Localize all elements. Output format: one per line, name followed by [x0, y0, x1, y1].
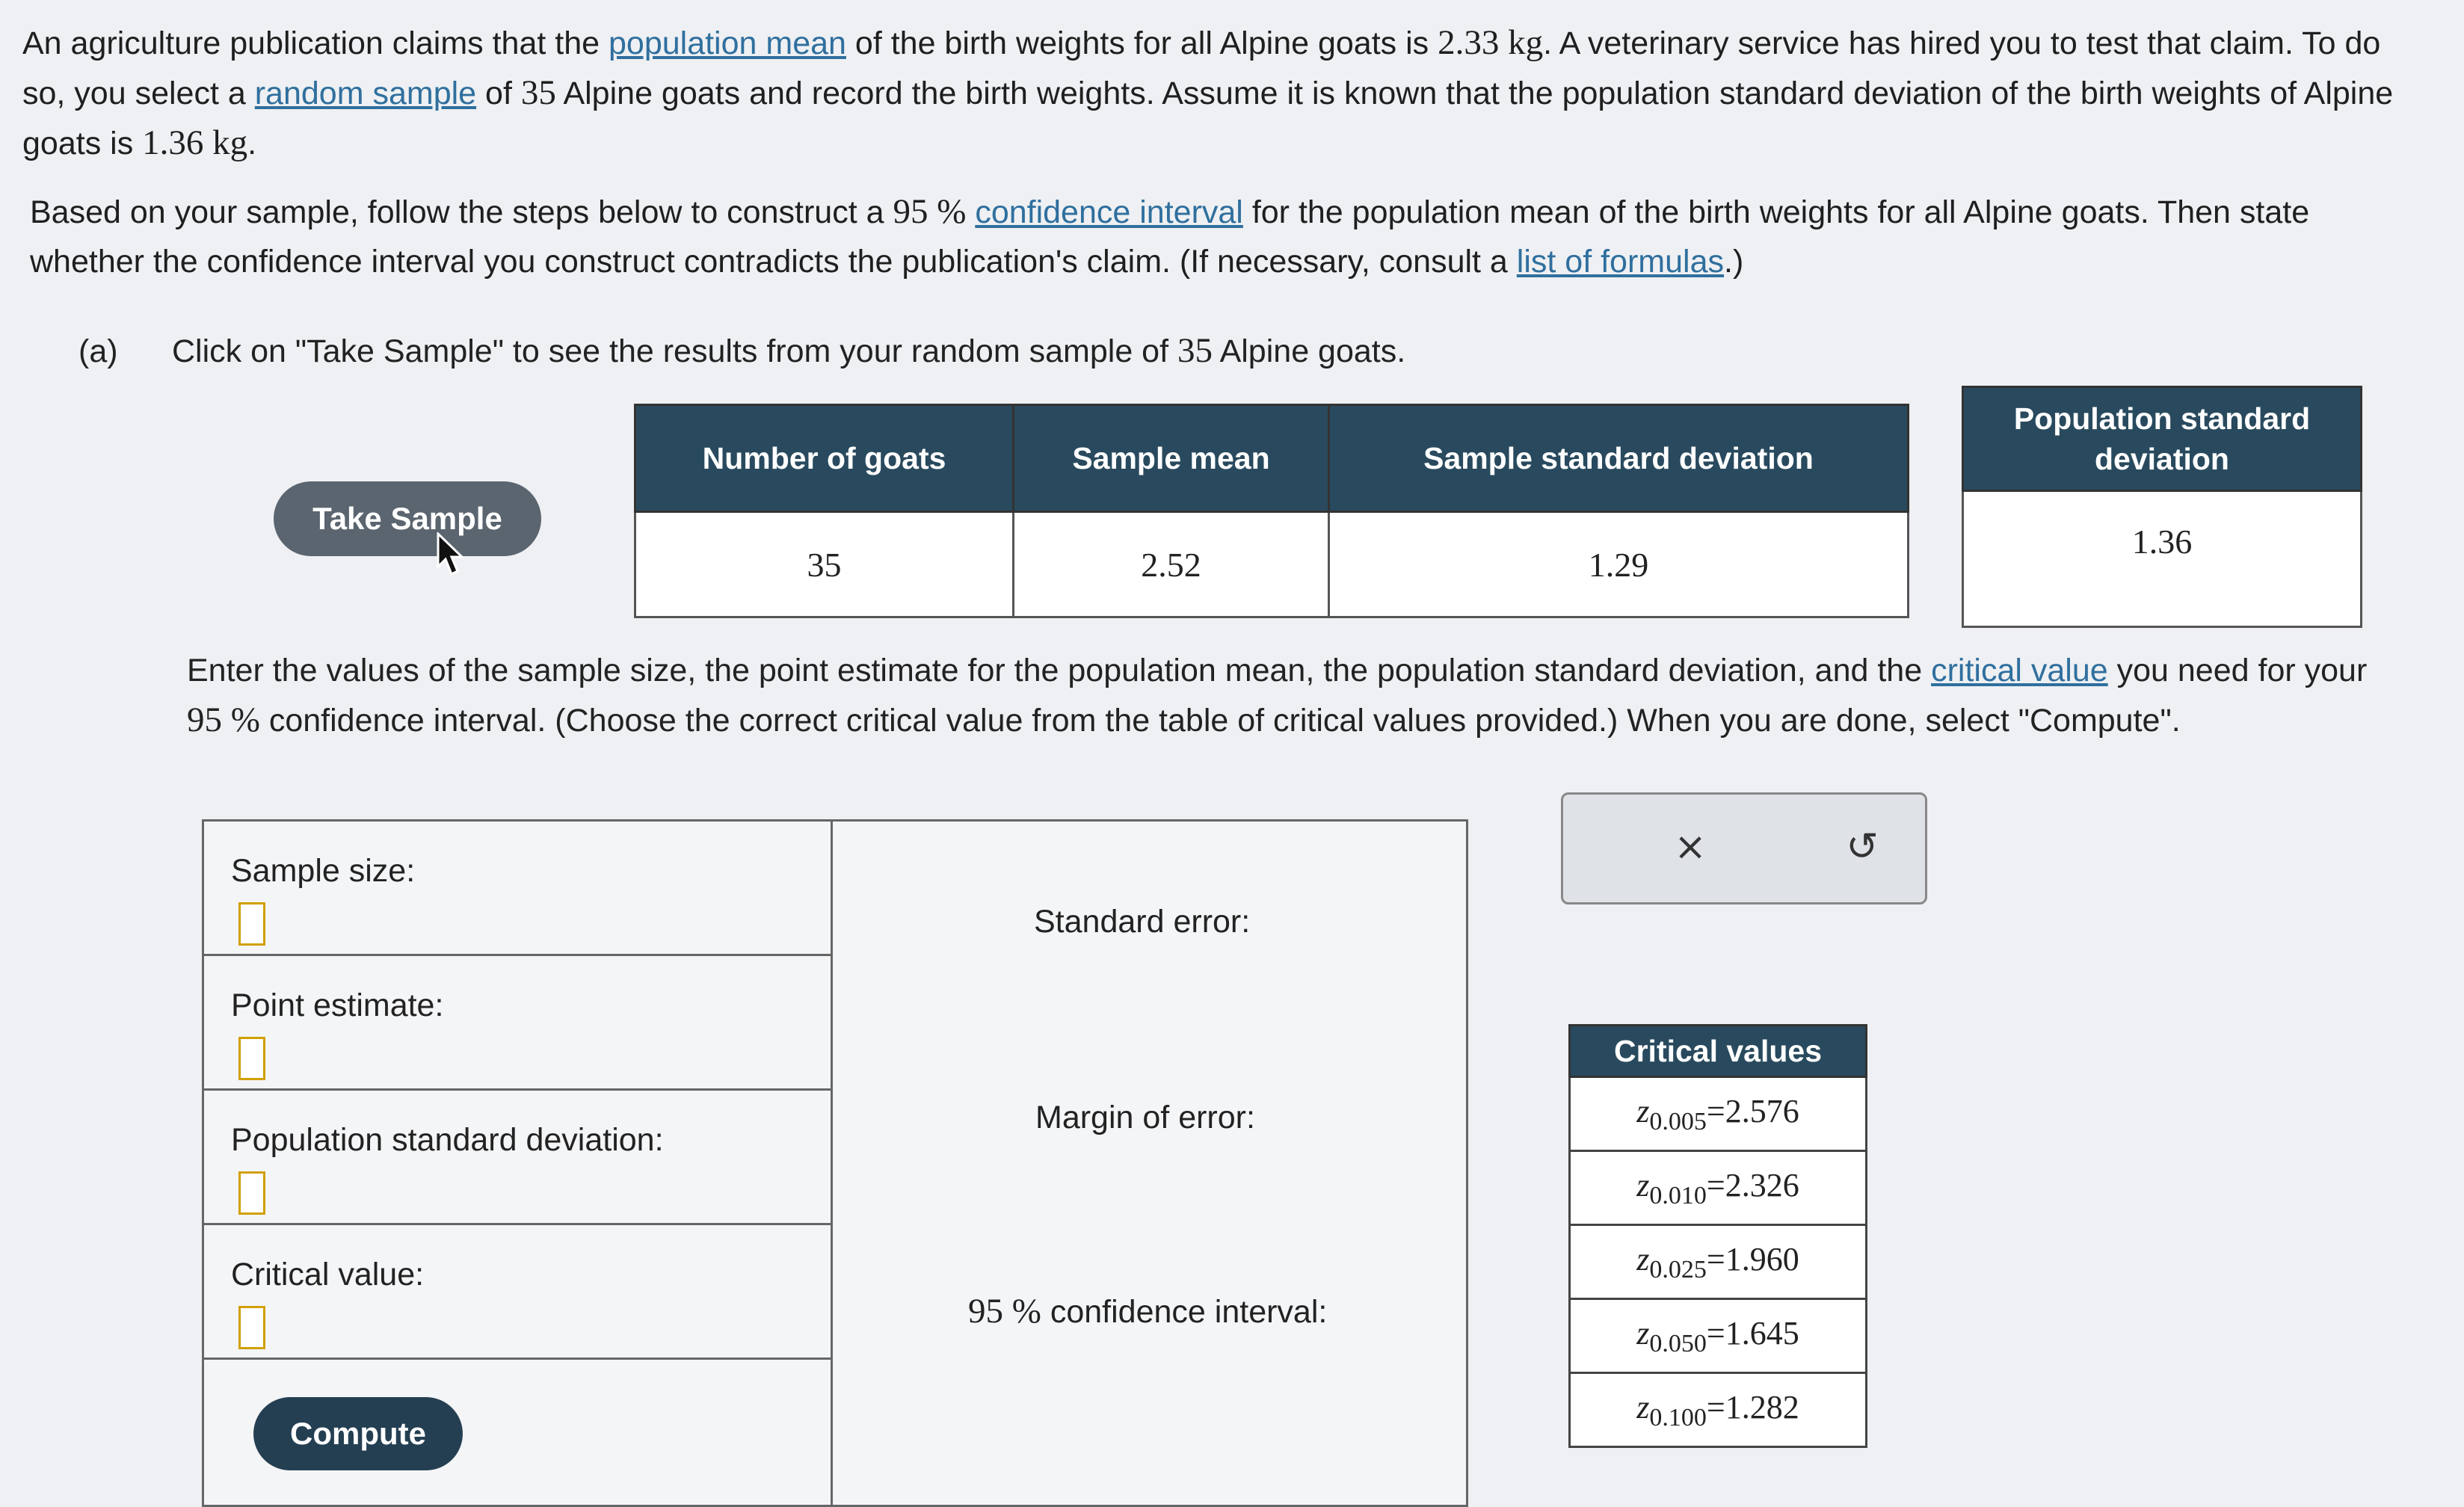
ci-label: confidence interval:: [1041, 1294, 1328, 1330]
critical-value-row: $z_{0.005}=2.576$: [1570, 1077, 1867, 1151]
critical-values-table: [1568, 1024, 1867, 1448]
z-subscript: 0.005: [1649, 1107, 1707, 1135]
steps-text: for the population mean of the birth weights for all Alpine goats. Then state whether the confidence interval you construct contradicts the publication's claim. (If necessary, consult a: [30, 194, 2310, 280]
list-of-formulas-link[interactable]: list of formulas: [1516, 244, 1724, 280]
take-sample-button[interactable]: Take Sample: [274, 481, 541, 556]
steps-text: Based on your sample, follow the steps below to construct a: [30, 194, 893, 230]
header-sample-sd: Sample standard deviation: [1328, 405, 1908, 512]
z-value: =1.960: [1706, 1240, 1799, 1278]
part-label: (a): [78, 333, 118, 369]
cell-sample-sd: 1.29: [1328, 512, 1908, 617]
part-a-text: Alpine goats.: [1213, 333, 1406, 369]
critical-value-row: $z_{0.025}=1.960$: [1570, 1225, 1867, 1299]
instruction-confidence-level: 95 %: [187, 700, 260, 739]
sample-count-value: 35: [520, 73, 556, 112]
part-a-prompt: [78, 326, 1405, 376]
instruction-part: confidence interval. (Choose the correct critical value from the table of critical values provided.) When you are done, select "Compute".: [259, 703, 2181, 739]
cell-number-of-goats: 35: [635, 512, 1014, 617]
mouse-cursor-icon: [437, 532, 465, 577]
critical-value-row: $z_{0.050}=1.645$: [1570, 1299, 1867, 1373]
intro-text: . A veterinary service has hired you to test that claim. To do so, you select a: [22, 25, 2381, 111]
problem-steps: [30, 187, 2422, 286]
z-value: =1.282: [1706, 1388, 1799, 1426]
critical-values-title: Critical values: [1570, 1026, 1867, 1077]
clear-icon[interactable]: ×: [1660, 817, 1720, 877]
population-sd-table: [1962, 386, 2362, 628]
z-subscript: 0.025: [1649, 1255, 1707, 1283]
calculator-panel: [202, 819, 1468, 1507]
input-column: [204, 822, 833, 1505]
instruction-part: you need for your: [2107, 653, 2368, 688]
cell-sample-mean: 2.52: [1014, 512, 1329, 617]
z-value: =1.645: [1706, 1314, 1799, 1352]
intro-text: An agriculture publication claims that the: [22, 25, 609, 61]
critical-value-row: [204, 1225, 831, 1360]
point-estimate-label: Point estimate:: [231, 987, 444, 1023]
critical-value-input[interactable]: [238, 1306, 265, 1349]
pop-sd-input[interactable]: [238, 1171, 265, 1215]
confidence-level: 95 %: [893, 192, 967, 231]
population-sd-value: 1.36 kg: [142, 123, 248, 162]
confidence-interval-output: [968, 1291, 1327, 1331]
z-subscript: 0.010: [1649, 1181, 1707, 1209]
answer-actions: [1561, 792, 1927, 904]
intro-text: Alpine goats and record the birth weights. Assume it is known that the population standard deviation of the birth weights of Alpine goats is: [22, 75, 2394, 161]
critical-value-row: $z_{0.010}=2.326$: [1570, 1151, 1867, 1225]
part-a-text: Click on "Take Sample" to see the results from your random sample of: [172, 333, 1177, 369]
instruction-part: Enter the values of the sample size, the point estimate for the population mean, the population standard deviation, and the: [187, 653, 1932, 688]
part-a-sample-count: 35: [1177, 331, 1213, 370]
point-estimate-input[interactable]: [238, 1037, 265, 1080]
critical-value-row: $z_{0.100}=1.282$: [1570, 1373, 1867, 1447]
critical-value-link[interactable]: critical value: [1931, 653, 2108, 688]
compute-button[interactable]: Compute: [253, 1397, 463, 1470]
undo-icon[interactable]: ↺: [1832, 817, 1892, 877]
z-subscript: 0.100: [1649, 1403, 1707, 1432]
critical-value-label: Critical value:: [231, 1257, 425, 1292]
intro-text: .: [247, 126, 257, 161]
sample-size-input[interactable]: [238, 902, 265, 946]
cell-population-sd: 1.36: [1963, 491, 2362, 627]
sample-size-row: [204, 822, 831, 956]
standard-error-label: Standard error:: [1034, 904, 1251, 940]
z-value: =2.576: [1706, 1092, 1799, 1130]
intro-text: of the birth weights for all Alpine goats is: [846, 25, 1438, 61]
sample-results-table: [634, 404, 1909, 618]
intro-text: of: [476, 75, 521, 111]
problem-intro: [22, 18, 2415, 168]
sample-size-label: Sample size:: [231, 853, 416, 889]
steps-text: .): [1724, 244, 1744, 280]
margin-of-error-label: Margin of error:: [1035, 1100, 1255, 1135]
z-value: =2.326: [1706, 1166, 1799, 1204]
pop-sd-label: Population standard deviation:: [231, 1122, 664, 1158]
pop-sd-row: [204, 1091, 831, 1225]
z-subscript: 0.050: [1649, 1329, 1707, 1357]
header-population-sd: Population standard deviation: [1963, 387, 2362, 491]
random-sample-link[interactable]: random sample: [254, 75, 477, 111]
population-mean-link[interactable]: population mean: [608, 25, 846, 61]
confidence-interval-link[interactable]: confidence interval: [975, 194, 1243, 230]
header-sample-mean: Sample mean: [1014, 405, 1329, 512]
header-number-of-goats: Number of goats: [635, 405, 1014, 512]
claimed-mean-value: 2.33 kg: [1438, 23, 1544, 62]
steps-text: [966, 194, 975, 230]
ci-level: 95 %: [968, 1292, 1041, 1331]
point-estimate-row: [204, 956, 831, 1091]
instruction-text: [187, 646, 2370, 745]
